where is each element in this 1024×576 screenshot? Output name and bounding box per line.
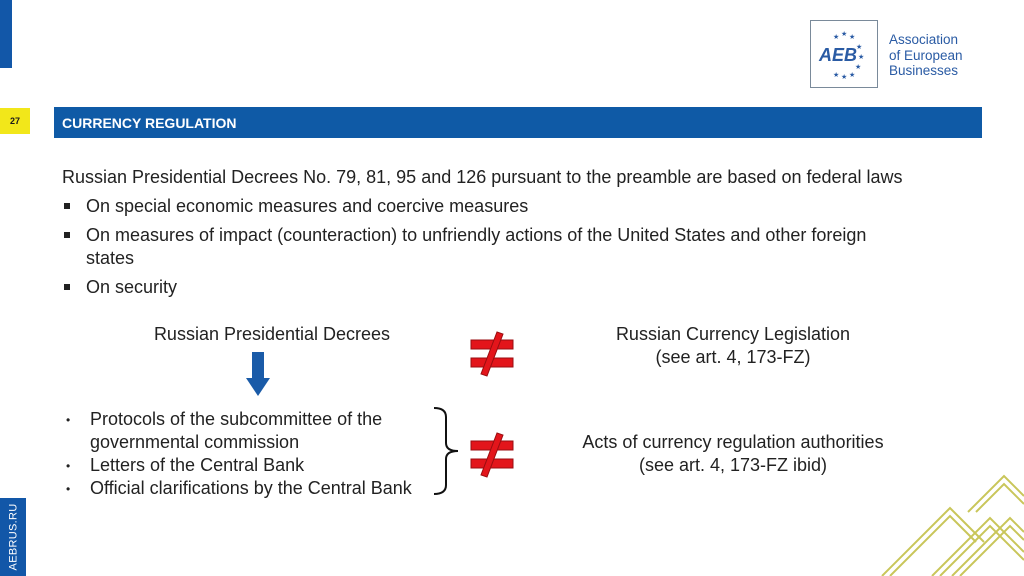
bullet-marker [64,232,70,238]
svg-text:★: ★ [841,73,848,81]
right-title-line-2: (see art. 4, 173-FZ) [655,347,811,367]
dot-bullet: • [66,413,71,427]
intro-bullet-1: On special economic measures and coercive measures [86,196,529,216]
logo-line-1: Association [889,32,959,47]
left-item-1-cont: governmental commission [90,432,300,452]
side-label-text: AEBRUS.RU [7,503,20,571]
right-bottom-line-1: Acts of currency regulation authorities [582,432,884,452]
right-title-line-1: Russian Currency Legislation [615,324,851,344]
logo-abbr: AEB [819,45,858,65]
aeb-logo [810,20,878,88]
bullet-marker [64,284,70,290]
svg-text:★: ★ [841,30,848,38]
page-number-badge: 27 [0,108,30,134]
section-title: CURRENCY REGULATION [62,114,237,131]
svg-text:★: ★ [855,63,862,71]
svg-text:★: ★ [833,33,840,41]
logo-wordmark [889,32,963,79]
down-arrow-icon [246,352,270,396]
intro-bullet-2: On measures of impact (counteraction) to unfriendly actions of the United States and other foreign [86,225,867,245]
logo-line-3: Businesses [889,63,959,78]
svg-text:★: ★ [856,43,863,51]
intro-bullet-3: On security [86,277,178,297]
svg-text:★: ★ [849,71,856,79]
right-brace-icon [430,405,470,497]
intro-bullet-2-cont: states [86,248,135,268]
left-item-2: Letters of the Central Bank [90,455,305,475]
side-label [0,498,26,576]
not-equal-icon [469,331,515,377]
left-title: Russian Presidential Decrees [153,324,391,344]
right-bottom-line-2: (see art. 4, 173-FZ ibid) [638,455,828,475]
logo-line-2: of European [889,47,963,63]
decorative-chevrons [880,452,1024,576]
section-header-bar [54,107,982,138]
svg-text:★: ★ [833,71,840,79]
dot-bullet: • [66,459,71,473]
svg-text:★: ★ [858,53,865,61]
svg-text:★: ★ [849,33,856,41]
left-item-1: Protocols of the subcommittee of the [90,409,383,429]
left-item-3: Official clarifications by the Central Bank [90,478,412,498]
bullet-marker [64,203,70,209]
dot-bullet: • [66,482,71,496]
eu-stars-icon [811,21,877,87]
not-equal-icon [469,432,515,478]
top-left-accent [0,0,12,68]
intro-lead: Russian Presidential Decrees No. 79, 81, 95 and 126 pursuant to the preamble are based on federal laws [62,167,903,187]
